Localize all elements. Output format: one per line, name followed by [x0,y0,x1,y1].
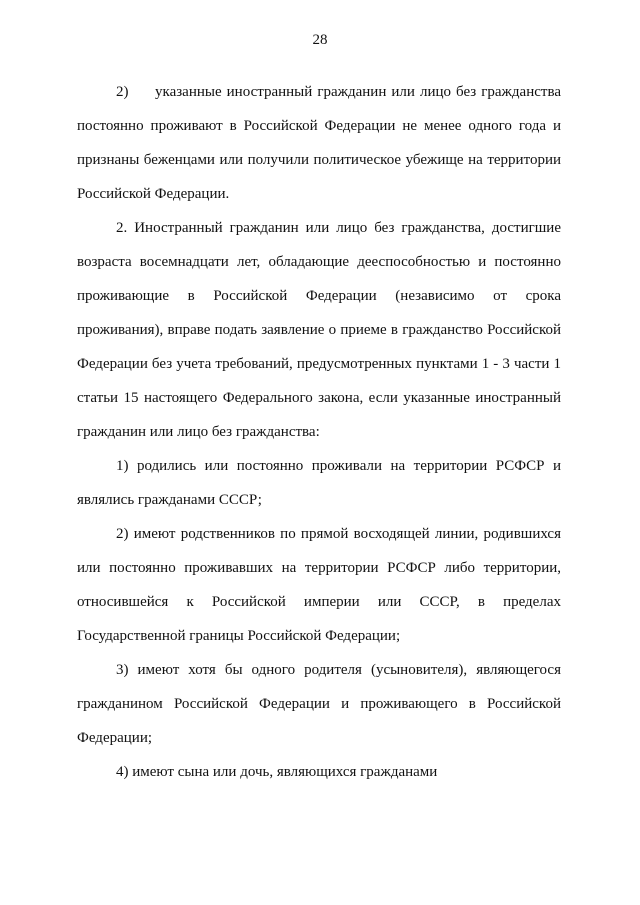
paragraph-1-text: указанные иностранный гражданин или лицо без гражданства постоянно проживают в Российской Федерации не менее одного года и признаны беженцами или получили политическое убежище на территории Российской Федерации. [77,84,561,202]
paragraph-6: 4) имеют сына или дочь, являющихся гражданами [116,764,438,780]
paragraph-1 [77,75,561,211]
paragraph-5: 3) имеют хотя бы одного родителя (усыновителя), являющегося гражданином Российской Федерации и проживающего в Российской Федерации; [77,662,561,746]
paragraph-3: 1) родились или постоянно проживали на территории РСФСР и являлись гражданами СССР; [77,458,561,508]
document-body [77,75,561,789]
paragraph-1-marker: 2) [116,84,129,100]
paragraph-4: 2) имеют родственников по прямой восходящей линии, родившихся или постоянно проживавших на территории РСФСР либо территории, относившейся к Российской империи или СССР, в пределах Государственной границы Российской Федерации; [77,526,561,644]
paragraph-2: 2. Иностранный гражданин или лицо без гражданства, достигшие возраста восемнадцати лет, обладающие дееспособностью и постоянно проживающие в Российской Федерации (независимо от срока проживания), вправе подать заявление о приеме в гражданство Российской Федерации без учета требований, предусмотренных пунктами 1 - 3 части 1 статьи 15 настоящего Федерального закона, если указанные иностранный гражданин или лицо без гражданства: [77,220,561,440]
page-number: 28 [312,32,328,48]
